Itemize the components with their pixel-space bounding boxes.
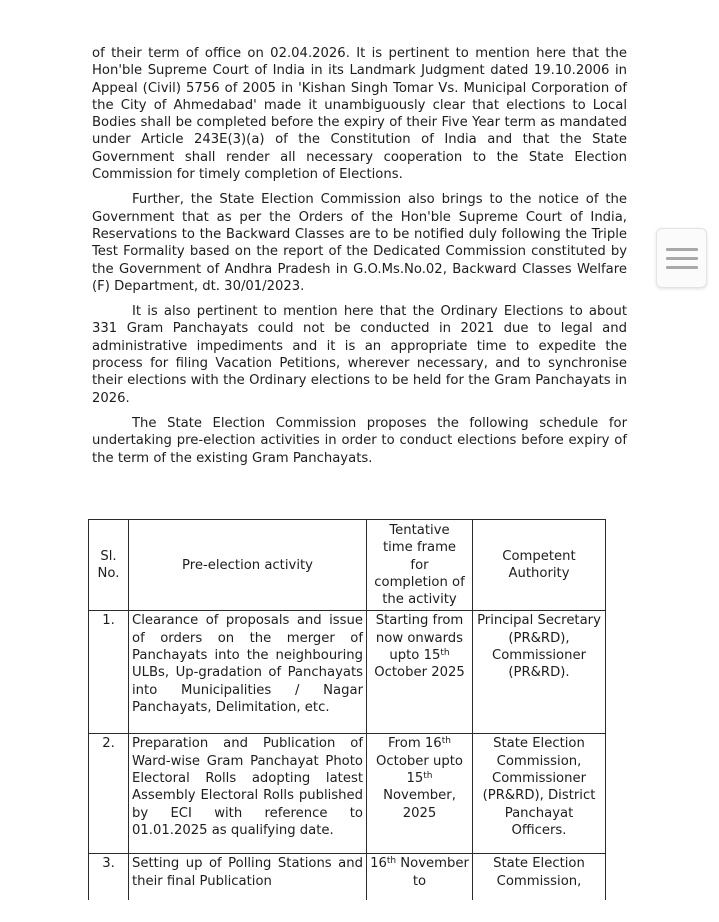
paragraph: of their term of office on 02.04.2026. It is pertinent to mention here that the Hon'ble Supreme Court of India in its Landmark Judgment dated 19.10.2006 in Appeal (Civil) 5756 of 2005 in 'Kishan Singh Tomar Vs. Municipal Corporation of the City of Ahmedabad' made it unambiguously clear that elections to Local Bodies shall be completed before the expiry of their Five Year term as mandated under Article 243E(3)(a) of the Constitution of India and that the State Government shall render all necessary cooperation to the State Election Commission for timely completion of Elections.: [92, 46, 627, 183]
paragraph: It is also pertinent to mention here that the Ordinary Elections to about 331 Gram Panchayats could not be conducted in 2021 due to legal and administrative impediments and it is an appropriate time to expedite the process for filing Vacation Petitions, wherever necessary, and to synchronise their elections with the Ordinary elections to be held for the Gram Panchayats in 2026.: [92, 304, 627, 406]
hamburger-icon: [666, 248, 698, 269]
table-row: [89, 734, 606, 854]
document-body: [92, 45, 627, 475]
menu-button[interactable]: [656, 228, 707, 288]
column-header-time-frame-label: Tentative time frame for completion of the activity: [374, 523, 465, 608]
cell-sl-no: 1.: [89, 611, 129, 734]
cell-activity: Preparation and Publication of Ward-wise Gram Panchayat Photo Electoral Rolls adopting latest Assembly Electoral Rolls published by ECI with reference to 01.01.2025 as qualifying date.: [129, 734, 367, 854]
column-header-activity: Pre-election activity: [129, 520, 367, 611]
cell-time-frame: 16th November to: [367, 854, 473, 900]
cell-sl-no: 2.: [89, 734, 129, 854]
column-header-time-frame: [367, 520, 473, 611]
cell-sl-no: 3.: [89, 854, 129, 900]
paragraph: Further, the State Election Commission also brings to the notice of the Government that as per the Orders of the Hon'ble Supreme Court of India, Reservations to the Backward Classes are to be notified duly following the Triple Test Formality based on the report of the Dedicated Commission constituted by the Government of Andhra Pradesh in G.O.Ms.No.02, Backward Classes Welfare (F) Department, dt. 30/01/2023.: [92, 192, 627, 294]
paragraph: The State Election Commission proposes the following schedule for undertaking pre-election activities in order to conduct elections before expiry of the term of the existing Gram Panchayats.: [92, 415, 627, 466]
schedule-table-container: [88, 519, 608, 900]
column-header-sl-no: Sl. No.: [89, 520, 129, 611]
cell-authority: State Election Commission, Commissioner (PR&RD), District Panchayat Officers.: [473, 734, 606, 854]
table-row: [89, 611, 606, 734]
cell-authority: Principal Secretary (PR&RD), Commissioner (PR&RD).: [473, 611, 606, 734]
cell-time-frame: Starting from now onwards upto 15th October 2025: [367, 611, 473, 734]
cell-authority: State Election Commission,: [473, 854, 606, 900]
table-header-row: [89, 520, 606, 611]
schedule-table: [88, 519, 606, 900]
cell-activity: Clearance of proposals and issue of orders on the merger of Panchayats into the neighbouring ULBs, Up-gradation of Panchayats into Municipalities / Nagar Panchayats, Delimitation, etc.: [129, 611, 367, 734]
cell-time-frame: From 16th October upto 15th November, 2025: [367, 734, 473, 854]
column-header-authority: Competent Authority: [473, 520, 606, 611]
cell-activity: Setting up of Polling Stations and their final Publication: [129, 854, 367, 900]
table-row: [89, 854, 606, 900]
